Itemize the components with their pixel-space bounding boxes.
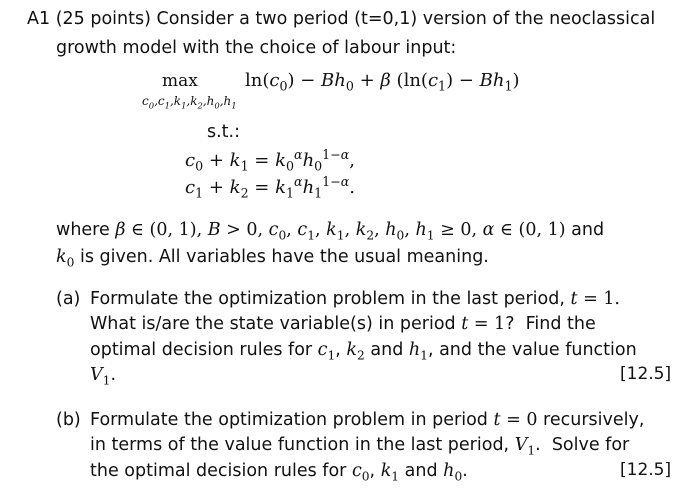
- subject-to-label: s.t.:: [207, 122, 241, 142]
- constraint-period-0: $c_0 + k_1 = k_0^\alpha h_0^{1-\alpha}$,: [185, 147, 355, 174]
- part-b-label: (b): [56, 410, 81, 430]
- where-suffix: and: [571, 220, 605, 240]
- part-b-line-1: Formulate the optimization problem in period t = 0 recursively,: [90, 410, 645, 430]
- part-b-line-2: in terms of the value function in the last period, $V_1$. Solve for: [90, 435, 630, 458]
- max-operator: max: [162, 71, 198, 91]
- where-prefix: where: [56, 220, 110, 240]
- question-intro-line-1: Consider a two period (t=0,1) version of the neoclassical: [156, 9, 656, 29]
- question-points: (25 points): [55, 9, 151, 29]
- part-a-line-4: $V_1$.: [90, 365, 117, 388]
- part-a-marks: [12.5]: [620, 364, 672, 384]
- question-header: [27, 8, 655, 30]
- max-subscript: $c_0,c_1,k_1,k_2,h_0,h_1$: [142, 94, 237, 111]
- objective-expression: $\ln(c_0) - Bh_0 + \beta$ $(\ln(c_1) - Bh_1)$: [245, 70, 520, 94]
- part-b-line-3: the optimal decision rules for $c_0$, $k_1$ and $h_0$.: [90, 461, 468, 484]
- question-intro-line-2: growth model with the choice of labour input:: [56, 38, 457, 58]
- where-line-2: $k_0$ is given. All variables have the usual meaning.: [56, 247, 489, 270]
- question-number: A1: [27, 9, 51, 29]
- part-b-marks: [12.5]: [620, 460, 672, 480]
- part-a-label: (a): [56, 289, 81, 309]
- constraint-period-1: $c_1 + k_2 = k_1^\alpha h_1^{1-\alpha}$.: [185, 174, 355, 201]
- part-a-line-2: What is/are the state variable(s) in period t = 1? Find the: [90, 314, 596, 334]
- where-line-2-text: is given. All variables have the usual meaning.: [79, 247, 489, 267]
- part-a-line-1: Formulate the optimization problem in the last period, t = 1.: [90, 289, 620, 309]
- where-line-1: where β ∈ (0, 1), B > 0, $c_0$, $c_1$, $k_1$, $k_2$, $h_0$, $h_1 \ge 0$, α ∈ (0, 1) and: [56, 220, 605, 243]
- part-a-line-3: optimal decision rules for $c_1$, $k_2$ and $h_1$, and the value function: [90, 340, 637, 363]
